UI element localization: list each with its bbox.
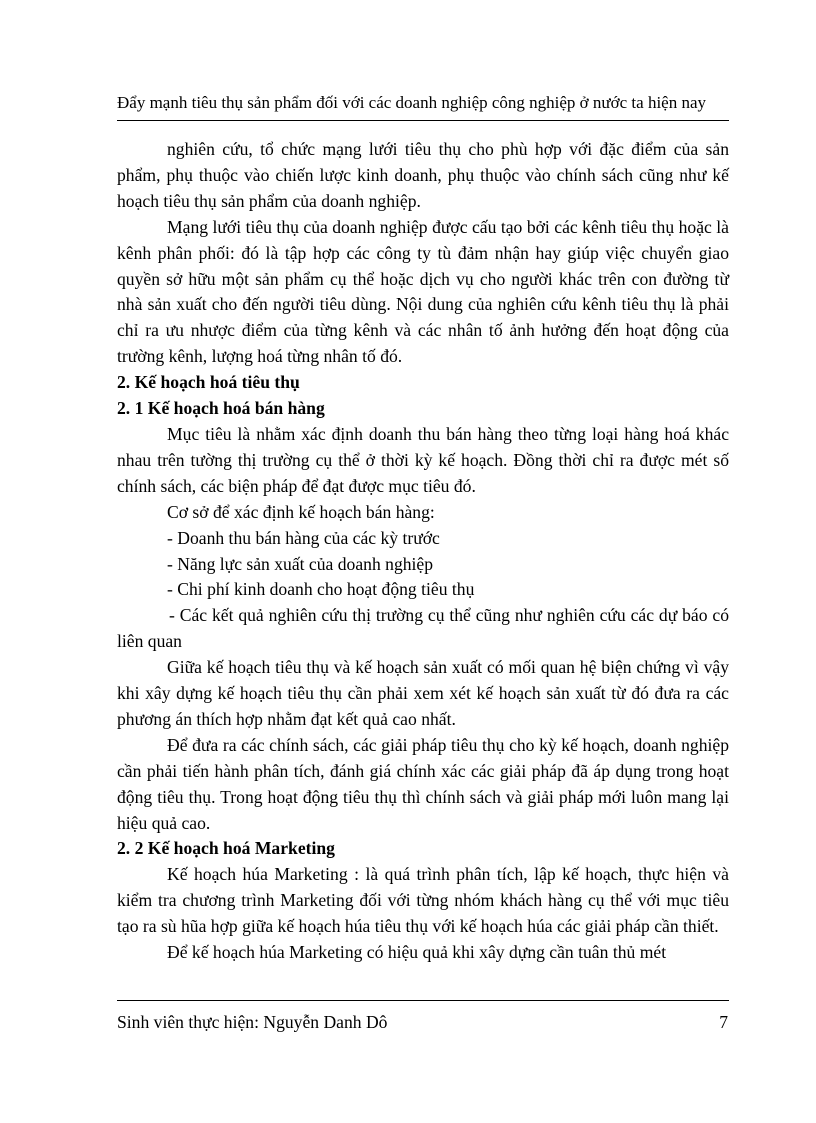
header-divider — [117, 120, 729, 121]
list-item: - Chi phí kinh doanh cho hoạt động tiêu thụ — [167, 579, 475, 600]
paragraph: nghiên cứu, tổ chức mạng lưới tiêu thụ cho phù hợp với đặc điểm của sản phẩm, phụ thuộc vào chiến lược kinh doanh, phụ thuộc vào chính sách cũng như kế hoạch tiêu thụ sản phẩm của doanh nghiệp. — [117, 139, 729, 211]
list-item: - Doanh thu bán hàng của các kỳ trước — [167, 527, 440, 548]
paragraph: Mục tiêu là nhằm xác định doanh thu bán hàng theo từng loại hàng hoá khác nhau trên tường thị trường cụ thể ở thời kỳ kế hoạch. Đồng thời chỉ ra được mét số chính sách, các biện pháp để đạt được mục tiêu đó. — [117, 423, 729, 496]
paragraph: Để kế hoạch húa Marketing có hiệu quả khi xây dựng cần tuân thủ mét — [167, 942, 667, 963]
running-header: Đẩy mạnh tiêu thụ sản phẩm đối với các doanh nghiệp công nghiệp ở nước ta hiện nay — [117, 93, 707, 112]
document-body — [117, 137, 729, 966]
list-item: - Năng lực sản xuất của doanh nghiệp — [167, 553, 434, 574]
section-heading: 2. Kế hoạch hoá tiêu thụ — [117, 372, 300, 393]
footer-divider — [117, 1000, 729, 1001]
subsection-heading: 2. 2 Kế hoạch hoá Marketing — [117, 838, 335, 859]
paragraph: Kế hoạch húa Marketing : là quá trình phân tích, lập kế hoạch, thực hiện và kiểm tra chương trình Marketing đối với từng nhóm khách hàng cụ thể với mục tiêu tạo ra sù hũa hợp giữa kế hoạch húa tiêu thụ với kế hoạch húa các giải pháp cần thiết. — [117, 864, 729, 937]
page-number: 7 — [719, 1012, 728, 1032]
paragraph: Cơ sở để xác định kế hoạch bán hàng: — [167, 501, 435, 522]
paragraph: Mạng lưới tiêu thụ của doanh nghiệp được cấu tạo bởi các kênh tiêu thụ hoặc là kênh phân phối: đó là tập hợp các công ty tù đảm nhận hay giúp việc chuyển giao quyền sở hữu một sản phẩm cụ thể hoặc dịch vụ cho người khác trên con đường từ nhà sản xuất cho đến người tiêu dùng. Nội dung của nghiên cứu kênh tiêu thụ là phải chỉ ra ưu nhược điểm của từng kênh và các nhân tố ảnh hưởng đến hoạt động của trường kênh, lượng hoá từng nhân tố đó. — [117, 216, 729, 367]
subsection-heading: 2. 1 Kế hoạch hoá bán hàng — [117, 398, 325, 419]
paragraph: Giữa kế hoạch tiêu thụ và kế hoạch sản xuất có mối quan hệ biện chứng vì vậy khi xây dựng kế hoạch tiêu thụ cần phải xem xét kế hoạch sản xuất từ đó đưa ra các phương án thích hợp nhằm đạt kết quả cao nhất. — [117, 657, 729, 729]
list-item: - Các kết quả nghiên cứu thị trường cụ thể cũng như nghiên cứu các dự báo có liên quan — [117, 605, 729, 652]
paragraph: Để đưa ra các chính sách, các giải pháp tiêu thụ cho kỳ kế hoạch, doanh nghiệp cần phải tiến hành phân tích, đánh giá chính xác các giải pháp đã áp dụng trong hoạt động tiêu thụ. Trong hoạt động tiêu thụ thì chính sách và giải pháp mới luôn mang lại hiệu quả cao. — [117, 734, 729, 833]
footer-author: Sinh viên thực hiện: Nguyễn Danh Dô — [117, 1012, 388, 1032]
